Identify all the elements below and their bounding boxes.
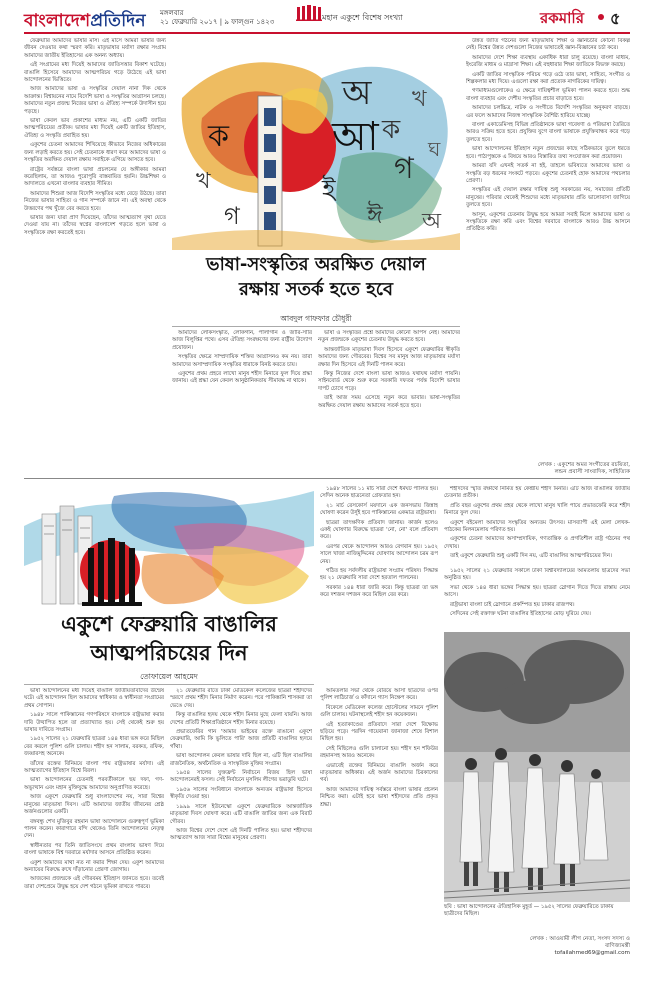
logo-main: বাংলাদেশ (24, 11, 91, 31)
body-paragraph: ছাত্ররা তাৎক্ষণিক প্রতিবাদ জানায়। কার্জন হলেও একই ঘোষণার বিরুদ্ধে ছাত্ররা 'নো, নো' বলে প্রতিবাদ করে। (320, 519, 438, 541)
body-paragraph: ১৯৪৮ সালের ১১ মার্চ সারা দেশে ধর্মঘট পালিত হয়। সেদিন অনেক ছাত্রনেতা গ্রেফতার হন। (320, 486, 438, 500)
section-bullet (598, 14, 604, 20)
body-paragraph: সংস্কৃতির ক্ষেত্রে সাম্প্রদায়িক শক্তির আগ্রাসনও কম নয়। তারা আমাদের অসাম্প্রদায়িক সংস্কৃতির ধারাকে বিনষ্ট করতে চায়। (172, 354, 312, 368)
body-paragraph: একুশের চেতনা আমাদের অসাম্প্রদায়িক, গণতান্ত্রিক ও প্রগতিশীল রাষ্ট্র গঠনের পথ দেখায়। (444, 536, 630, 550)
body-paragraph: এরপর থেকে আন্দোলন আরও বেগবান হয়। ১৯৫২ সালে খাজা নাজিমুদ্দিনের ঘোষণায় আন্দোলন চরম রূপ নেয়। (320, 543, 438, 565)
body-paragraph: আজ বিশ্বের দেশে দেশে এই দিনটি পালিত হয়। ভাষা শহীদদের আত্মত্যাগ আজ সারা বিশ্বের মানুষের প্রেরণা। (170, 827, 312, 842)
art-letter: গ (394, 151, 414, 186)
body-paragraph: ভাষা আন্দোলন কেবল ভাষার দাবি ছিল না, এটি ছিল বাঙালির রাজনৈতিক, অর্থনৈতিক ও সাংস্কৃতিক মুক্তির সংগ্রাম। (170, 753, 312, 767)
logo-sub: প্রতিদিন (90, 11, 146, 31)
article1-column-right (466, 38, 630, 458)
article2-column-a (24, 688, 164, 980)
body-paragraph: এভাবেই রক্তের বিনিময়ে বাঙালি অর্জন করে মাতৃভাষার অধিকার। এই অর্জন আমাদের চিরকালের গর্ব। (320, 762, 438, 784)
body-paragraph: সভা থেকে ১৪৪ ধারা ভঙ্গের সিদ্ধান্ত হয়। ছাত্ররা স্লোগান দিতে দিতে রাস্তায় নেমে আসে। (444, 584, 630, 599)
body-paragraph: উন্নত জাতি গঠনের জন্য মাতৃভাষায় শিক্ষা ও জ্ঞানচর্চার কোনো বিকল্প নেই। বিশ্বের উন্নত দেশগুলো নিজের ভাষাতেই জ্ঞান-বিজ্ঞানের চর্চা করে। (466, 38, 630, 52)
photo-caption: ছবি : ভাষা আন্দোলনের ঐতিহাসিক মুহূর্ত — ১৯৫২ সালের ফেব্রুয়ারিতে ঢাকায় ছাত্রীদের মিছিল। (444, 904, 614, 917)
body-paragraph: একুশ আমাদের মাথা নত না করার শিক্ষা দেয়। একুশ আমাদের অন্যায়ের বিরুদ্ধে রুখে দাঁড়ানোর প্রেরণা জোগায়। (24, 859, 164, 873)
body-paragraph: একুশের চেতনা আমাদের শিখিয়েছে কীভাবে নিজের অধিকারের জন্য লড়াই করতে হয়। সেই চেতনাকে ধারণ করে আমাদের ভাষা ও সংস্কৃতির অরক্ষিত দেয়াল রক্ষায় সবাইকে এগিয়ে আসতে হবে। (24, 142, 166, 164)
article1-column-a (24, 38, 166, 478)
body-paragraph: ভাষার জন্য যারা প্রাণ দিয়েছেন, তাঁদের আত্মত্যাগ বৃথা যেতে দেওয়া যায় না। তাঁদের স্বপ্নের বাংলাদেশ গড়তে হলে ভাষা ও সংস্কৃতিকে রক্ষা করতেই হবে। (24, 214, 166, 236)
section-divider (24, 478, 630, 479)
art-letter: আ (332, 114, 379, 160)
body-paragraph: ১৯৫২ সালের ২১ ফেব্রুয়ারি ছাত্ররা ১৪৪ ধারা ভঙ্গ করে মিছিল বের করলে পুলিশ গুলি চালায়। শহীদ হন সালাম, বরকত, রফিক, জব্বারসহ অনেকে। (24, 736, 164, 758)
article1-illustration (172, 38, 460, 250)
body-paragraph: একুশে বইমেলা আমাদের সংস্কৃতির অন্যতম উৎসব। মাসব্যাপী এই মেলা লেখক-পাঠকের মিলনমেলায় পরিণত হয়। (444, 519, 630, 534)
procession-photo (444, 632, 630, 902)
author-email[interactable]: tofailahmed69@gmail.com (554, 950, 630, 956)
article2-headline-line1: একুশে ফেব্রুয়ারি বাঙালির (61, 612, 277, 636)
article2-photo (444, 632, 630, 902)
art-letter: অ (342, 73, 372, 113)
body-paragraph: শহীদদের স্মৃতি রক্ষার্থে নির্মিত হয় কেন্দ্রীয় শহীদ মিনার। এটি আজ বাঙালির জাতীয় চেতনার প্রতীক। (444, 486, 630, 500)
body-paragraph: আজকের প্রজন্মকে এই গৌরবময় ইতিহাস জানতে হবে। তবেই তারা দেশপ্রেমে উদ্বুদ্ধ হয়ে দেশ গঠনে ভূমিকা রাখতে পারবে। (24, 876, 164, 890)
article2-column-b (170, 688, 312, 980)
body-paragraph: আসুন, একুশের চেতনায় উদ্বুদ্ধ হয়ে আমরা সবাই মিলে আমাদের ভাষা ও সংস্কৃতিকে রক্ষা করি এবং বিশ্বের দরবারে বাংলাকে আরও উচ্চ আসনে প্রতিষ্ঠিত করি। (466, 211, 630, 233)
author-note-line: লেখক : আওয়ামী লীগ নেতা, সংসদ সদস্য ও (529, 936, 630, 942)
body-paragraph: ভাষা আন্দোলনের ইতিহাস নতুন প্রজন্মের কাছে সঠিকভাবে তুলে ধরতে হবে। পাঠ্যপুস্তকে এ বিষয়ে আরও বিস্তারিত তথ্য সংযোজন করা প্রয়োজন। (466, 146, 630, 160)
supplement-title: মহান একুশে বিশেষ সংখ্যা (322, 13, 403, 22)
body-paragraph: ১৯৫৪ সালের যুক্তফ্রন্ট নির্বাচনে বিজয় ছিল ভাষা আন্দোলনেরই ফসল। সেই নির্বাচনে মুসলিম লীগের ভরাডুবি ঘটে। (170, 770, 312, 784)
body-paragraph: তাই আজ সময় এসেছে নতুন করে ভাবার। ভাষা-সংস্কৃতির অরক্ষিত দেয়াল রক্ষায় আমাদের সতর্ক হতে হবে। (318, 395, 460, 409)
article1-headline-line2: রক্ষায় সতর্ক হতে হবে (239, 279, 393, 300)
article1-headline-line1: ভাষা-সংস্কৃতির অরক্ষিত দেয়াল (206, 254, 426, 275)
body-paragraph: স্বাধীনতার পর তিনি জাতিসংঘে প্রথম বাংলায় ভাষণ দিয়ে বাংলা ভাষাকে বিশ্ব দরবারে মর্যাদার আসনে প্রতিষ্ঠিত করেন। (24, 842, 164, 857)
article2-headline[interactable] (24, 610, 314, 670)
author-note-line: লন্ডন প্রবাসী সাংবাদিক, সাহিত্যিক (554, 469, 630, 475)
art-letter: অ (422, 209, 442, 234)
art-letter: ই (322, 175, 336, 205)
author-note-line: বাণিজ্যমন্ত্রী (605, 943, 630, 949)
body-paragraph: রাষ্ট্রভাষা বাংলা চাই স্লোগানে প্রকম্পিত হয় ঢাকার রাজপথ। (450, 601, 575, 608)
body-paragraph: আমরা যদি এখনই সতর্ক না হই, তাহলে ভবিষ্যতে আমাদের ভাষা ও সংস্কৃতি বড় ধরনের সংকটে পড়বে। একুশের চেতনাই হোক আমাদের পথচলার প্রেরণা। (466, 163, 630, 184)
body-paragraph: এই হত্যাকাণ্ডের প্রতিবাদে সারা দেশে বিক্ষোভ ছড়িয়ে পড়ে। পরদিন গায়েবানা জানাজা শেষে বিশাল মিছিল হয়। (320, 721, 438, 743)
body-paragraph: এই সংগ্রামের মধ্য দিয়েই আমাদের জাতিসত্তার বিকাশ ঘটেছে। বাঙালি হিসেবে আমাদের আত্মপরিচয় গড়ে উঠেছে এই ভাষা আন্দোলনের ভিত্তিতে। (24, 62, 166, 84)
body-paragraph: ১৯৫৬ সালের সংবিধানে বাংলাকে অন্যতম রাষ্ট্রভাষা হিসেবে স্বীকৃতি দেওয়া হয়। (170, 786, 312, 801)
body-paragraph: ২১ ফেব্রুয়ারি রাতে ঢাকা মেডিকেল কলেজের ছাত্ররা শহীদদের স্মরণে প্রথম শহীদ মিনার নির্মাণ করেন। পরে পাকিস্তানি শাসকরা তা ভেঙে দেয়। (170, 688, 312, 709)
body-paragraph: একটি জাতির সাংস্কৃতিক পরিচয় গড়ে ওঠে তার ভাষা, সাহিত্য, সংগীত ও শিল্পকলার মধ্য দিয়ে। এগুলো রক্ষা করা প্রত্যেক নাগরিকের দায়িত্ব। (466, 71, 630, 86)
masthead (0, 0, 650, 36)
article2-column-right-mid (444, 568, 630, 628)
body-paragraph: আমাদের শিশুরা আজ বিদেশি সংস্কৃতির মধ্যে বেড়ে উঠছে। তারা নিজের ভাষার সাহিত্য ও গান সম্পর্কে জানে না। এই অবস্থা থেকে উত্তরণের পথ খুঁজে বের করতে হবে। (24, 190, 166, 212)
body-paragraph: ১৯৯৯ সালে ইউনেস্কো একুশে ফেব্রুয়ারিকে আন্তর্জাতিক মাতৃভাষা দিবস ঘোষণা করে। এটি বাঙালি জাতির জন্য এক বিরাট গৌরব। (170, 803, 312, 825)
body-paragraph: গণমাধ্যমগুলোকেও এ ক্ষেত্রে দায়িত্বশীল ভূমিকা পালন করতে হবে। শুদ্ধ বাংলা ব্যবহার এবং দেশীয় সংস্কৃতির প্রচার বাড়াতে হবে। (466, 88, 630, 102)
page-number: ৫ (610, 9, 621, 28)
alphabet-collage-art (172, 38, 460, 250)
body-paragraph: রাষ্ট্রের সর্বস্তরে বাংলা ভাষা প্রচলনের যে অঙ্গীকার আমরা করেছিলাম, তা আজও পুরোপুরি বাস্তবায়িত হয়নি। উচ্চশিক্ষা ও আদালতে এখনো বাংলার ব্যবহার সীমিত। (24, 166, 166, 188)
article2-byline: তোফায়েল আহমেদ (140, 672, 198, 681)
article2-author-note (470, 936, 630, 957)
body-paragraph: আন্তর্জাতিক মাতৃভাষা দিবস হিসেবে একুশে ফেব্রুয়ারির স্বীকৃতি আমাদের জন্য গৌরবের। বিশ্বের সব মানুষ আজ মাতৃভাষার মর্যাদা রক্ষার দিন হিসেবে এই দিনটি পালন করে। (318, 346, 460, 368)
article2-column-c (320, 486, 438, 686)
body-paragraph: আমাদের দেশে শিক্ষা ব্যবস্থায় একাধিক ধারা চালু রয়েছে। বাংলা মাধ্যম, ইংরেজি মাধ্যম ও মাদ্রাসা শিক্ষা। এই বহুধারার শিক্ষা জাতিকে বিভক্ত করছে। (466, 54, 630, 69)
art-letter: গ (224, 202, 240, 230)
body-paragraph: কিন্তু নিজের দেশে বাংলা ভাষা আজও যথাযথ মর্যাদা পায়নি। সাইনবোর্ড থেকে শুরু করে সরকারি দফতর পর্যন্ত বিদেশি ভাষার দাপট চোখে পড়ে। (318, 371, 460, 392)
body-paragraph: আজ আমাদের ভাষা ও সংস্কৃতির দেয়াল নানা দিক থেকে আক্রান্ত। বিশ্বায়নের নামে বিদেশি ভাষা ও সংস্কৃতির আগ্রাসন চলছে। আমাদের নতুন প্রজন্ম নিজের ভাষা ও ঐতিহ্য সম্পর্কে উদাসীন হয়ে পড়ছে। (24, 86, 166, 115)
body-paragraph: সংস্কৃতির এই দেয়াল রক্ষার দায়িত্ব শুধু সরকারের নয়, সমাজের প্রতিটি মানুষের। পরিবার থেকেই শিশুদের মধ্যে মাতৃভাষার প্রতি ভালোবাসা জাগিয়ে তুলতে হবে। (466, 187, 630, 209)
body-paragraph: একুশের প্রথম প্রহরে লাখো মানুষ শহীদ মিনারে ফুল দিয়ে শ্রদ্ধা জানায়। এই শ্রদ্ধা যেন কেবল আনুষ্ঠানিকতায় সীমাবদ্ধ না থাকে। (172, 371, 312, 385)
body-paragraph: ভাষা আন্দোলনের মধ্য দিয়েই বাঙালি জাতীয়তাবাদের উন্মেষ ঘটে। এই আন্দোলন ছিল আমাদের স্বাধিকার ও স্বাধীনতা সংগ্রামের প্রথম সোপান। (24, 688, 164, 709)
body-paragraph: বিকেলে মেডিকেল কলেজ হোস্টেলের সামনে পুলিশ গুলি চালায়। ঘটনাস্থলেই শহীদ হন কয়েকজন। (320, 704, 438, 719)
body-paragraph: আজ একুশে ফেব্রুয়ারি শুধু বাংলাদেশের নয়, সারা বিশ্বের মানুষের মাতৃভাষা দিবস। এটি আমাদের জাতীয় জীবনের শ্রেষ্ঠ অর্জনগুলোর একটি। (24, 794, 164, 816)
body-paragraph: ১৯৫২ সালের ২১ ফেব্রুয়ারি সকালে ঢাকা বিশ্ববিদ্যালয়ের আমতলায় ছাত্রদের সভা অনুষ্ঠিত হয়। (444, 568, 630, 582)
body-paragraph: বাংলা একাডেমিসহ বিভিন্ন প্রতিষ্ঠানকে ভাষা গবেষণা ও পরিভাষা তৈরিতে আরও সক্রিয় হতে হবে। প্রযুক্তির যুগে বাংলা ভাষাকে প্রযুক্তিবান্ধব করে গড়ে তুলতে হবে। (466, 122, 630, 143)
article1-author-note (470, 462, 630, 476)
art-letter: ক (382, 115, 401, 145)
body-paragraph: আমতলার সভা থেকে বেরিয়ে আসা ছাত্রদের ওপর পুলিশ লাঠিচার্জ ও কাঁদানে গ্যাস নিক্ষেপ করে। (320, 688, 438, 702)
shaheed-minar-icon (296, 5, 322, 21)
body-paragraph: বঙ্গবন্ধু শেখ মুজিবুর রহমান ভাষা আন্দোলনে গুরুত্বপূর্ণ ভূমিকা পালন করেন। কারাগারে বন্দি থেকেও তিনি আন্দোলনের নেতৃত্ব দেন। (24, 818, 164, 840)
art-letter: ক (208, 119, 229, 154)
body-paragraph: সরকার ১৪৪ ধারা জারি করে। কিন্তু ছাত্ররা তা ভঙ্গ করে দশজন দশজন করে মিছিল বের করে। (320, 584, 438, 599)
body-paragraph: ১৯৪৮ সালে পাকিস্তানের গণপরিষদে বাংলাকে রাষ্ট্রভাষা করার দাবি উত্থাপিত হলে তা প্রত্যাখ্যাত হয়। সেই থেকেই শুরু হয় ভাষার দাবিতে সংগ্রাম। (24, 712, 164, 734)
article2-headline-line2: আত্মপরিচয়ের দিন (90, 641, 248, 665)
body-paragraph: তাই একুশে ফেব্রুয়ারি শুধু একটি দিন নয়, এটি বাঙালির আত্মপরিচয়ের দিন। (450, 553, 612, 560)
article2-illustration (24, 486, 314, 608)
section-name: রকমারি (540, 9, 584, 27)
body-paragraph: সেই মিছিলেও গুলি চালানো হয়। শহীদ হন শফিউর রহমানসহ আরও অনেকে। (320, 745, 438, 760)
art-letter: ঈ (367, 201, 383, 229)
issue-full-date: ২১ ফেব্রুয়ারি ২০১৭ | ৯ ফাল্গুন ১৪২৩ (160, 18, 275, 26)
article1-column-b (172, 330, 312, 478)
body-paragraph: ভাষা ও সংস্কৃতির প্রশ্নে আমাদের কোনো আপস নেই। আমাদের নতুন প্রজন্মকে একুশের চেতনায় উদ্বুদ্ধ করতে হবে। (318, 330, 460, 344)
article2-column-right-top (444, 486, 630, 566)
body-paragraph: আমাদের চলচ্চিত্র, নাটক ও সংগীতে বিদেশি সংস্কৃতির অনুকরণ বাড়ছে। এর ফলে আমাদের নিজস্ব সাংস্কৃতিক বৈশিষ্ট্য হারিয়ে যাচ্ছে। (466, 105, 630, 119)
body-paragraph: ২১ মার্চ রেসকোর্স ময়দানে এক জনসভায় জিন্নাহ ঘোষণা করেন উর্দুই হবে পাকিস্তানের একমাত্র রাষ্ট্রভাষা। (320, 502, 438, 517)
body-paragraph: গঠিত হয় সর্বদলীয় রাষ্ট্রভাষা সংগ্রাম পরিষদ। সিদ্ধান্ত হয় ২১ ফেব্রুয়ারি সারা দেশে হরতাল পালনের। (320, 568, 438, 582)
article1-column-c (318, 330, 460, 478)
article2-column-d (320, 688, 438, 980)
body-paragraph: আজ আমাদের দায়িত্ব সর্বস্তরে বাংলা ভাষার প্রচলন নিশ্চিত করা। এটাই হবে ভাষা শহীদদের প্রতি প্রকৃত শ্রদ্ধা। (320, 786, 438, 808)
art-letter: খ (196, 169, 211, 194)
body-paragraph: ভাষা কেবল ভাব প্রকাশের মাধ্যম নয়, এটি একটি জাতির আত্মপরিচয়ের প্রতীক। ভাষার মধ্য দিয়েই একটি জাতির ইতিহাস, ঐতিহ্য ও সংস্কৃতি প্রবাহিত হয়। (24, 118, 166, 139)
issue-day: মঙ্গলবার (160, 9, 184, 17)
art-letter: খ (412, 87, 427, 112)
body-paragraph: আমাদের লোকসংস্কৃতি, লোকগান, পালাগান ও জারি-সারি আজ বিলুপ্তির পথে। এসব ঐতিহ্য সংরক্ষণের জন্য রাষ্ট্রীয় উদ্যোগ প্রয়োজন। (172, 330, 312, 351)
article2-byline-rule (24, 684, 314, 685)
body-paragraph: কিন্তু বাঙালির হৃদয় থেকে শহীদ মিনার মুছে ফেলা যায়নি। আজ দেশের প্রতিটি শিক্ষাপ্রতিষ্ঠানে শহীদ মিনার রয়েছে। (170, 712, 312, 726)
issue-date (160, 9, 274, 27)
body-paragraph: তাঁদের রক্তের বিনিময়ে বাংলা পায় রাষ্ট্রভাষার মর্যাদা। এই আত্মত্যাগের ইতিহাস বিশ্বে বিরল। (24, 760, 164, 775)
article1-byline: আবদুল গাফফার চৌধুরী (280, 314, 352, 323)
body-paragraph: ফেব্রুয়ারি আমাদের ভাষার মাস। এই মাসে আমরা ভাষার জন্য জীবন দেওয়ার কথা স্মরণ করি। মাতৃভাষার মর্যাদা রক্ষার সংগ্রাম আমাদের জাতীয় ইতিহাসের এক অনন্য অধ্যায়। (24, 38, 166, 59)
author-note-line: লেখক : একুশের অমর সংগীতের রচয়িতা, (537, 462, 630, 468)
masthead-rule (24, 32, 630, 34)
art-letter: ঘ (428, 137, 441, 161)
article1-headline[interactable] (172, 252, 460, 310)
body-paragraph: প্রভাতফেরির গান 'আমার ভাইয়ের রক্তে রাঙানো একুশে ফেব্রুয়ারি, আমি কি ভুলিতে পারি' আজ প্রতিটি বাঙালির হৃদয়ে গাঁথা। (170, 729, 312, 750)
article1-byline-rule (172, 326, 460, 327)
body-paragraph: ভাষা আন্দোলনের চেতনাই পরবর্তীকালে ছয় দফা, গণ-অভ্যুত্থান এবং মহান মুক্তিযুদ্ধে আমাদের অনুপ্রাণিত করেছে। (24, 777, 164, 791)
body-paragraph: সেদিনের সেই রক্তাক্ত ঘটনা বাঙালির ইতিহাসের মোড় ঘুরিয়ে দেয়। (450, 611, 591, 618)
ekushe-collage-art (24, 486, 314, 608)
body-paragraph: প্রতি বছর একুশের প্রথম প্রহর থেকে লাখো মানুষ খালি পায়ে প্রভাতফেরি করে শহীদ মিনারে ফুল দেয়। (444, 502, 630, 517)
